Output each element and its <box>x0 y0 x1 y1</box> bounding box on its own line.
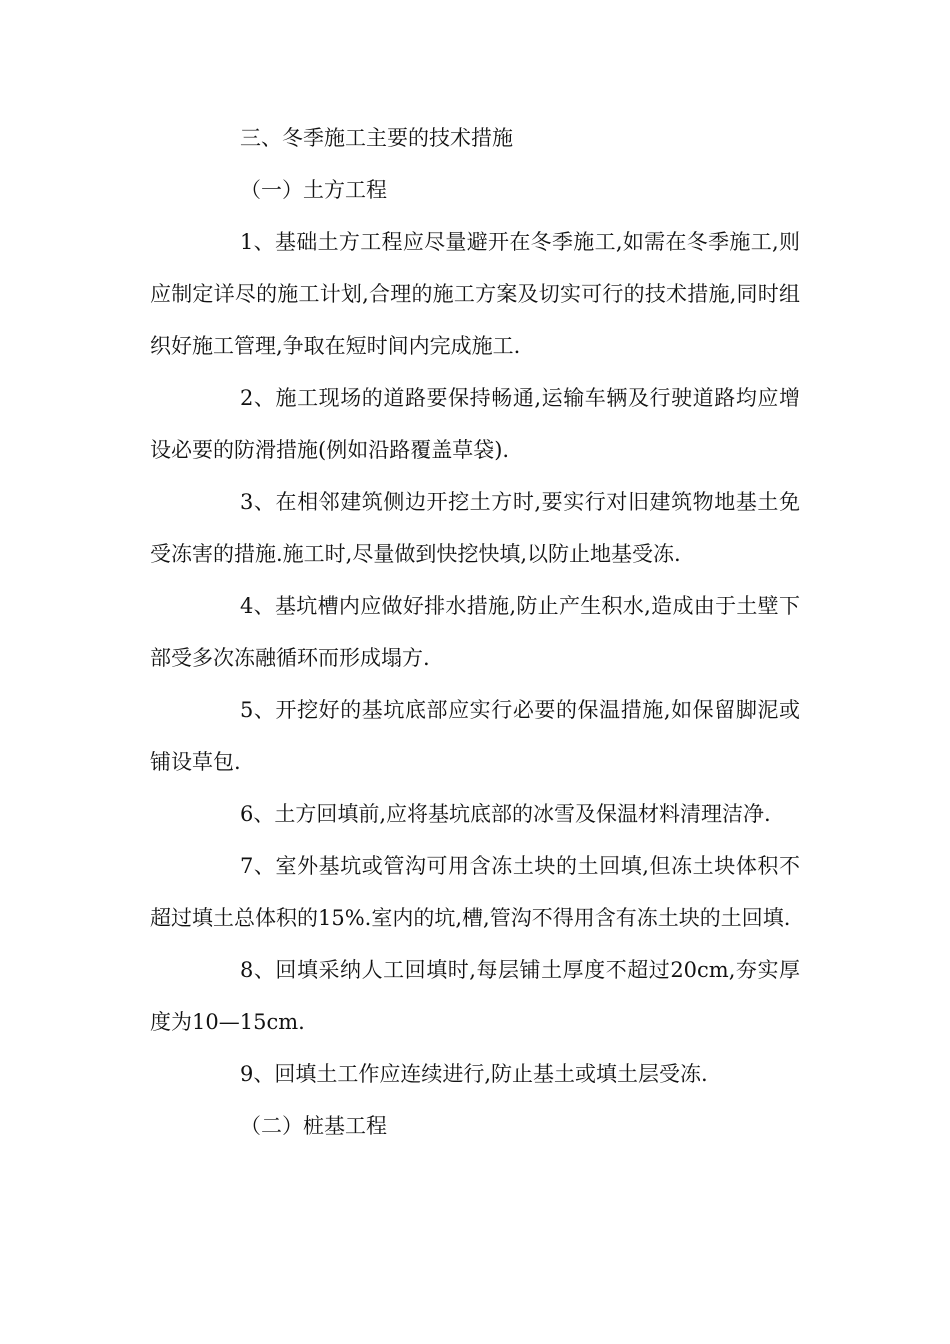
paragraph-item-4: 4、基坑槽内应做好排水措施,防止产生积水,造成由于土壁下部受多次冻融循环而形成塌方. <box>150 594 800 670</box>
paragraph-item-7: 7、室外基坑或管沟可用含冻土块的土回填,但冻土块体积不超过填土总体积的15%.室内的坑,槽,管沟不得用含有冻土块的土回填. <box>150 854 800 930</box>
subsection-title-earthwork: （一）土方工程 <box>240 178 387 202</box>
subsection-title-pile-foundation: （二）桩基工程 <box>240 1114 387 1138</box>
section-heading: 三、冬季施工主要的技术措施 <box>240 126 513 150</box>
paragraph-item-5: 5、开挖好的基坑底部应实行必要的保温措施,如保留脚泥或铺设草包. <box>150 698 800 774</box>
paragraph-item-3: 3、在相邻建筑侧边开挖土方时,要实行对旧建筑物地基土免受冻害的措施.施工时,尽量做到快挖快填,以防止地基受冻. <box>150 490 800 566</box>
paragraph-item-9: 9、回填土工作应连续进行,防止基土或填土层受冻. <box>240 1062 708 1086</box>
paragraph-item-2: 2、施工现场的道路要保持畅通,运输车辆及行驶道路均应增设必要的防滑措施(例如沿路覆盖草袋). <box>150 386 800 462</box>
document-body <box>150 112 800 1152</box>
paragraph-item-6: 6、土方回填前,应将基坑底部的冰雪及保温材料清理洁净. <box>240 802 771 826</box>
paragraph-item-1: 1、基础土方工程应尽量避开在冬季施工,如需在冬季施工,则应制定详尽的施工计划,合理的施工方案及切实可行的技术措施,同时组织好施工管理,争取在短时间内完成施工. <box>150 230 800 358</box>
paragraph-item-8: 8、回填采纳人工回填时,每层铺土厚度不超过20cm,夯实厚度为10—15cm. <box>150 958 800 1034</box>
